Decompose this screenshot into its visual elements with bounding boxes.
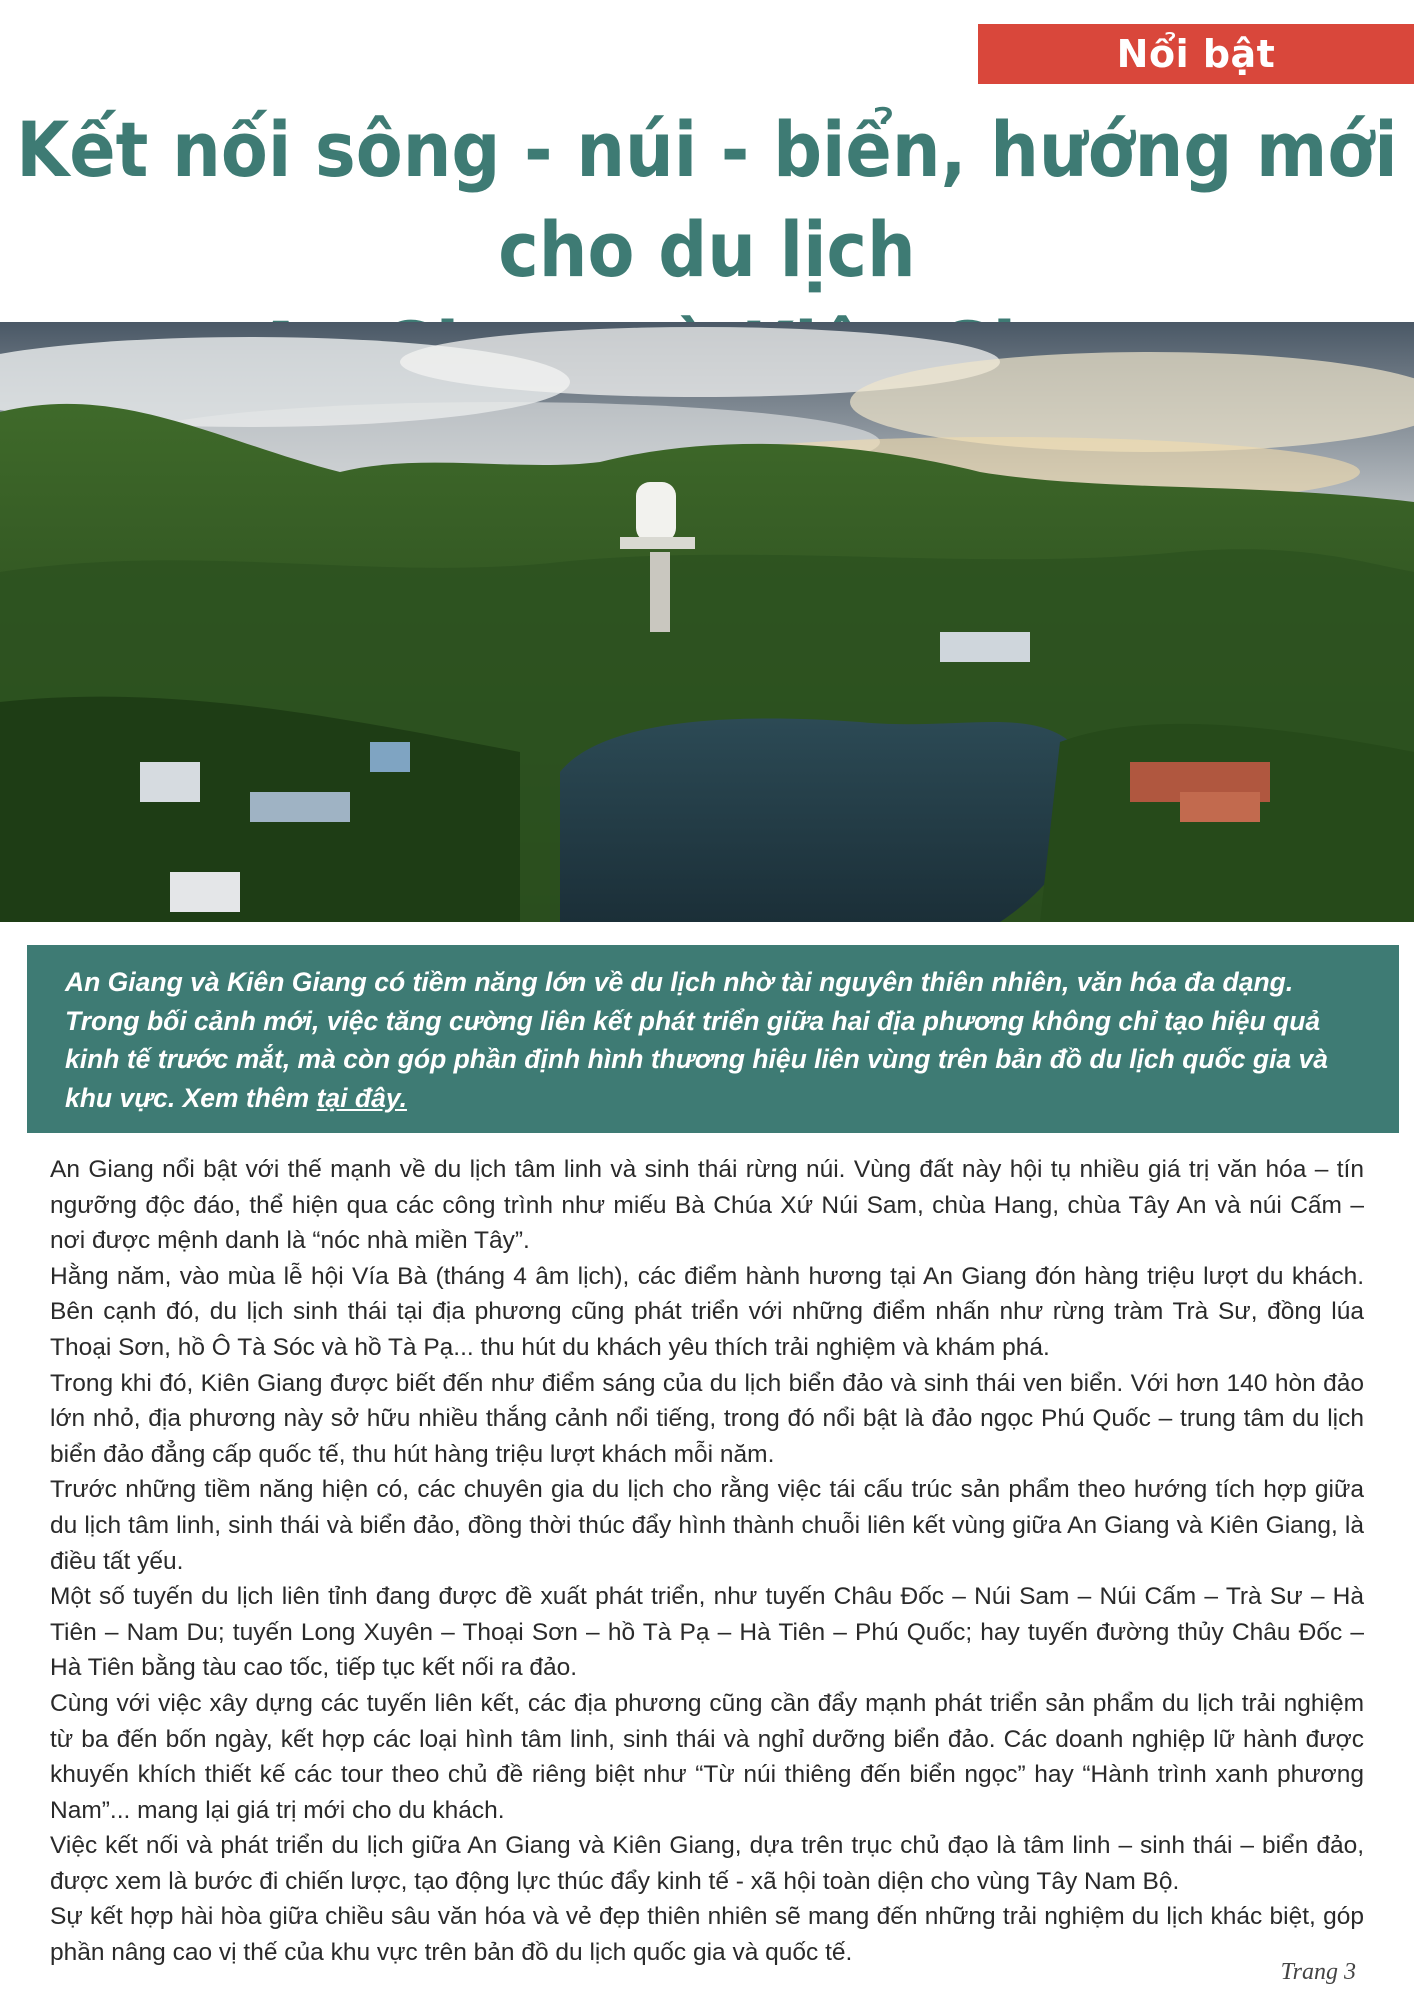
- summary-box: [27, 945, 1399, 1133]
- aerial-photo-mountain-lake-icon: [0, 322, 1414, 922]
- paragraph: Việc kết nối và phát triển du lịch giữa An Giang và Kiên Giang, dựa trên trục chủ đạo là tâm linh – sinh thái – biển đảo, được xem là bước đi chiến lược, tạo động lực thúc đẩy kinh tế - xã hội toàn diện cho vùng Tây Nam Bộ.: [50, 1832, 1364, 1895]
- paragraph: Trước những tiềm năng hiện có, các chuyên gia du lịch cho rằng việc tái cấu trúc sản phẩm theo hướng tích hợp giữa du lịch tâm linh, sinh thái và biển đảo, đồng thời thúc đẩy hình thành chuỗi liên kết vùng giữa An Giang và Kiên Giang, là điều tất yếu.: [50, 1476, 1364, 1575]
- paragraph: Sự kết hợp hài hòa giữa chiều sâu văn hóa và vẻ đẹp thiên nhiên sẽ mang đến những trải nghiệm du lịch khác biệt, góp phần nâng cao vị thế của khu vực trên bản đồ du lịch quốc gia và quốc tế.: [50, 1903, 1364, 1967]
- page-number: Trang 3: [1280, 1959, 1356, 1985]
- hero-photo: [0, 322, 1414, 922]
- summary-body: An Giang và Kiên Giang có tiềm năng lớn về du lịch nhờ tài nguyên thiên nhiên, văn hóa đa dạng. Trong bối cảnh mới, việc tăng cường liên kết phát triển giữa hai địa phương không chỉ tạo hiệu quả kinh tế trước mắt, mà còn góp phần định hình thương hiệu liên vùng trên bản đồ du lịch quốc gia và khu vực. Xem thêm: [65, 967, 1329, 1113]
- section-badge: Nổi bật: [978, 24, 1414, 84]
- paragraph: Trong khi đó, Kiên Giang được biết đến như điểm sáng của du lịch biển đảo và sinh thái ven biển. Với hơn 140 hòn đảo lớn nhỏ, địa phương này sở hữu nhiều thắng cảnh nổi tiếng, trong đó nổi bật là đảo ngọc Phú Quốc – trung tâm du lịch biển đảo đẳng cấp quốc tế, thu hút hàng triệu lượt khách mỗi năm.: [50, 1369, 1364, 1468]
- paragraph: An Giang nổi bật với thế mạnh về du lịch tâm linh và sinh thái rừng núi. Vùng đất này hội tụ nhiều giá trị văn hóa – tín ngưỡng độc đáo, thể hiện qua các công trình như miếu Bà Chúa Xứ Núi Sam, chùa Hang, chùa Tây An và núi Cấm – nơi được mệnh danh là “nóc nhà miền Tây”.: [50, 1156, 1364, 1255]
- summary-text: [65, 963, 1371, 1117]
- read-more-link[interactable]: tại đây.: [316, 1082, 407, 1113]
- title-line-1: Kết nối sông - núi - biển, hướng mới cho du lịch: [16, 105, 1398, 294]
- paragraph: Cùng với việc xây dựng các tuyến liên kết, các địa phương cũng cần đẩy mạnh phát triển sản phẩm du lịch trải nghiệm từ ba đến bốn ngày, kết hợp các loại hình tâm linh, sinh thái và nghỉ dưỡng biển đảo. Các doanh nghiệp lữ hành được khuyến khích thiết kế các tour theo chủ đề riêng biệt như “Từ núi thiêng đến biển ngọc” hay “Hành trình xanh phương Nam”... mang lại giá trị mới cho du khách.: [50, 1689, 1364, 1824]
- article-body: [50, 1152, 1364, 1971]
- paragraph: Hằng năm, vào mùa lễ hội Vía Bà (tháng 4 âm lịch), các điểm hành hương tại An Giang đón hàng triệu lượt du khách. Bên cạnh đó, du lịch sinh thái tại địa phương cũng phát triển với những điểm nhấn như rừng tràm Trà Sư, đồng lúa Thoại Sơn, hồ Ô Tà Sóc và hồ Tà Pạ... thu hút du khách yêu thích trải nghiệm và khám phá.: [50, 1262, 1364, 1361]
- paragraph: Một số tuyến du lịch liên tỉnh đang được đề xuất phát triển, như tuyến Châu Đốc – Núi Sam – Núi Cấm – Trà Sư – Hà Tiên – Nam Du; tuyến Long Xuyên – Thoại Sơn – hồ Tà Pạ – Hà Tiên – Phú Quốc; hay tuyến đường thủy Châu Đốc – Hà Tiên bằng tàu cao tốc, tiếp tục kết nối ra đảo.: [50, 1583, 1364, 1682]
